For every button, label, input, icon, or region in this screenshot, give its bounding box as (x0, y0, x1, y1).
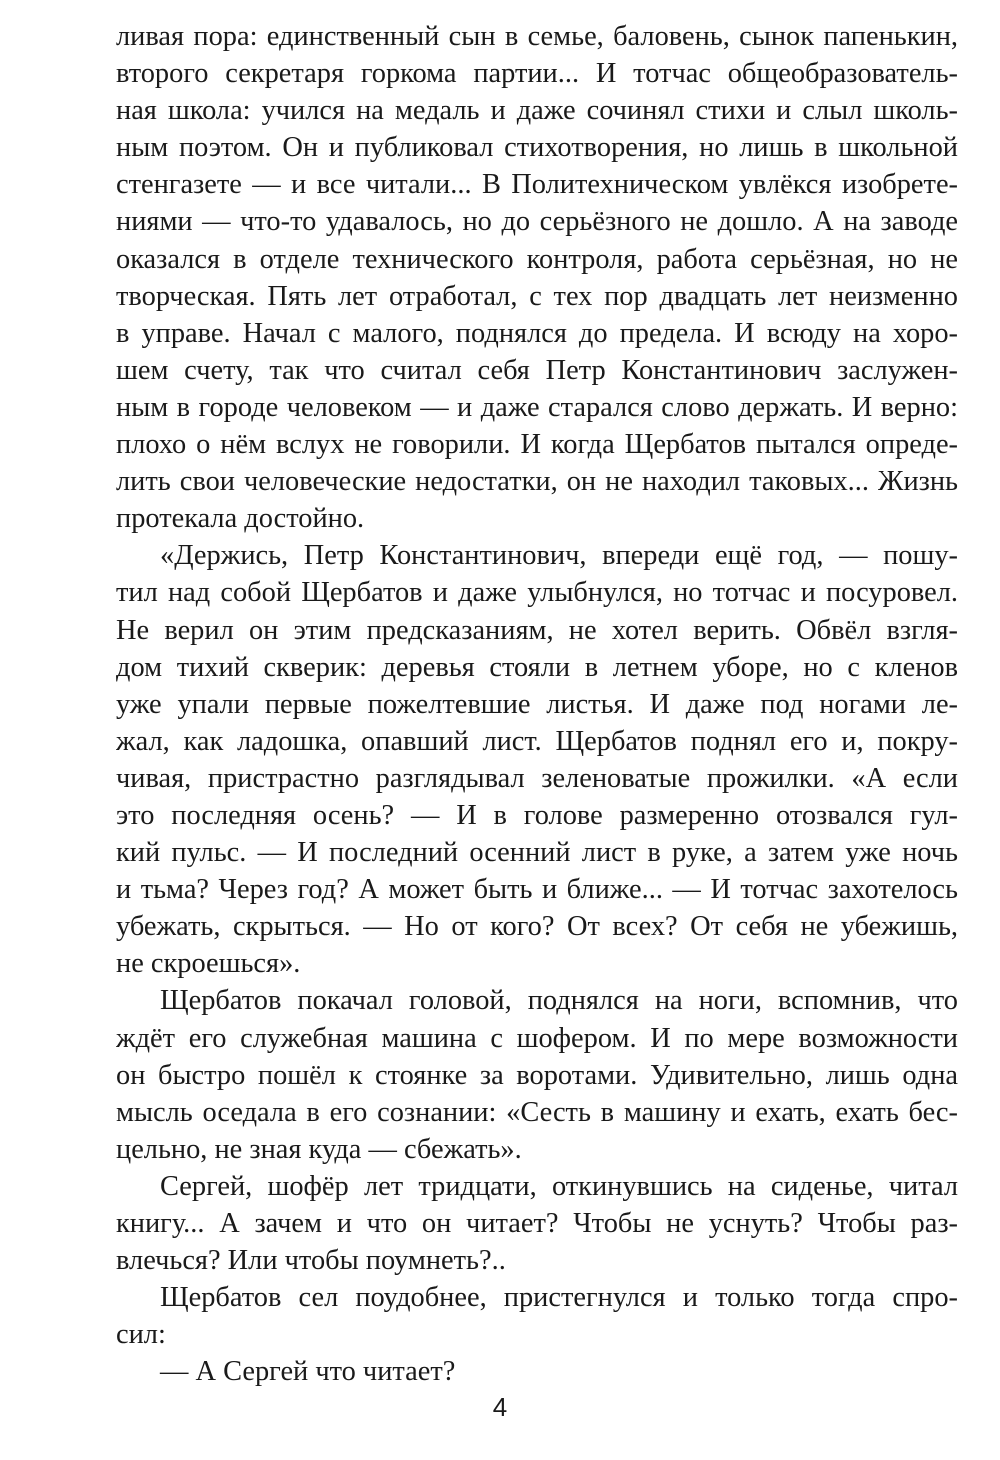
text-line: ная школа: учился на медаль и даже сочинял стихи и слыл школь- (116, 95, 958, 127)
text-line: убежать, скрыться. — Но от кого? От всех? От себя не убежишь, (116, 911, 958, 943)
text-line: это последняя осень? — И в голове размеренно отозвался гул- (116, 799, 958, 831)
text-line: стенгазете — и все читали... В Политехническом увлёкся изобрете- (116, 169, 958, 201)
text-line: второго секретаря горкома партии... И тотчас общеобразователь- (116, 58, 958, 90)
text-line: мысль оседала в его сознании: «Сесть в машину и ехать, ехать бес- (116, 1096, 958, 1128)
text-line: шем счету, так что считал себя Петр Константинович заслужен- (116, 354, 958, 386)
text-line: он быстро пошёл к стоянке за воротами. Удивительно, лишь одна (116, 1059, 958, 1091)
text-line: Щербатов сел поудобнее, пристегнулся и только тогда спро- (160, 1282, 958, 1314)
text-line: Сергей, шофёр лет тридцати, откинувшись на сиденье, читал (160, 1170, 958, 1202)
page-number: 4 (492, 1392, 508, 1422)
text-line: книгу... А зачем и что он читает? Чтобы не уснуть? Чтобы раз- (116, 1208, 958, 1239)
text-line: плохо о нём вслух не говорили. И когда Щербатов пытался опреде- (116, 429, 958, 461)
text-line: «Держись, Петр Константинович, впереди ещё год, — пошу- (160, 540, 958, 572)
text-line: влечься? Или чтобы поумнеть?.. (116, 1245, 506, 1277)
text-line: цельно, не зная куда — сбежать». (116, 1133, 522, 1165)
text-line: дом тихий скверик: деревья стояли в летнем уборе, но с кленов (116, 651, 958, 683)
text-line: тил над собой Щербатов и даже улыбнулся, но тотчас и посуровел. (116, 577, 958, 609)
text-line: уже упали первые пожелтевшие листья. И даже под ногами ле- (116, 688, 958, 720)
text-line: творческая. Пять лет отработал, с тех пор двадцать лет неизменно (116, 280, 958, 312)
body-text (116, 18, 958, 1390)
text-line: в управе. Начал с малого, поднялся до предела. И всюду на хоро- (116, 317, 958, 349)
text-line: кий пульс. — И последний осенний лист в руке, а затем уже ночь (116, 837, 958, 869)
text-line: и тьма? Через год? А может быть и ближе... — И тотчас захотелось (116, 874, 958, 906)
text-line: ниями — что-то удавалось, но до серьёзного не дошло. А на заводе (116, 206, 958, 238)
text-line: ливая пора: единственный сын в семье, баловень, сынок папенькин, (116, 21, 958, 52)
text-line: ждёт его служебная машина с шофером. И по мере возможности (116, 1022, 958, 1054)
text-line: ным в городе человеком — и даже старался слово держать. И верно: (116, 391, 958, 423)
text-line: чивая, пристрастно разглядывал зеленоватые прожилки. «А если (116, 762, 958, 794)
text-line: лить свои человеческие недостатки, он не находил таковых... Жизнь (116, 466, 958, 498)
text-line: Щербатов покачал головой, поднялся на ноги, вспомнив, что (160, 985, 958, 1017)
text-line: ным поэтом. Он и публиковал стихотворения, но лишь в школьной (116, 132, 958, 164)
text-line: Не верил он этим предсказаниям, не хотел верить. Обвёл взгля- (116, 614, 958, 646)
text-line: оказался в отделе технического контроля, работа серьёзная, но не (116, 243, 958, 275)
text-line: не скроешься». (116, 948, 301, 980)
text-line: — А Сергей что читает? (160, 1356, 456, 1388)
text-line: протекала достойно. (116, 503, 365, 535)
text-line: сил: (116, 1319, 166, 1351)
text-line: жал, как ладошка, опавший лист. Щербатов поднял его и, покру- (116, 725, 958, 757)
